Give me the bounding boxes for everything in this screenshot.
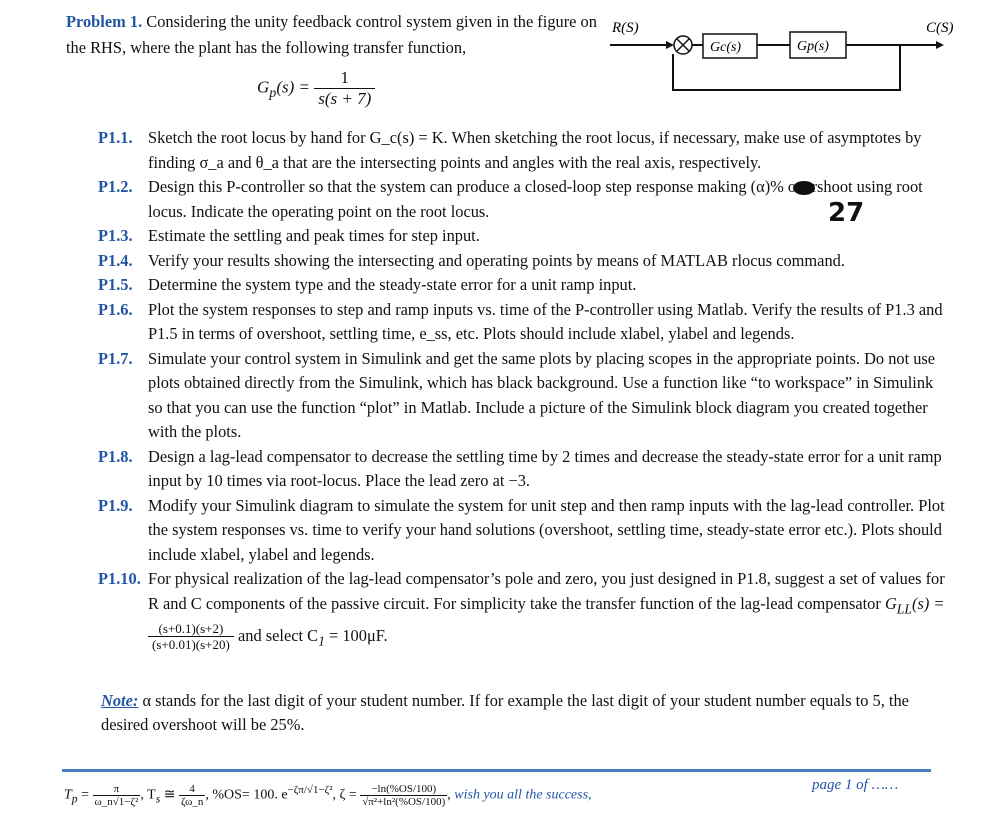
input-label: R(S) (612, 20, 639, 36)
footer-divider (62, 769, 931, 772)
task-item: P1.4. Verify your results showing the intersecting and operating points by means of MATLAB rlocus command. (98, 250, 845, 270)
wish-text: wish you all the success, (454, 787, 592, 803)
plant-label: Gp(s) (797, 39, 829, 54)
task-item: P1.9. Modify your Simulink diagram to simulate the system for unit step and then ramp inputs with the lag-lead controller. Plot the system responses vs. time to verify your hand solutions (overshoot, settling time, steady-state error etc.). Plots should include xlabel, ylabel and legends. (98, 495, 945, 564)
problem-intro (66, 9, 606, 61)
task-item: P1.5. Determine the system type and the steady-state error for a unit ramp input. (98, 275, 637, 294)
task-item: P1.6. Plot the system responses to step and ramp inputs vs. time of the P-controller using Matlab. Verify the results of P1.3 and P1.5 in terms of overshoot, settling time, e_ss, etc. Plots should include xlabel, ylabel and legends. (98, 299, 943, 343)
task-item: P1.1. Sketch the root locus by hand for G_c(s) = K. When sketching the root locus, if necessary, make use of asymptotes by finding σ_a and θ_a that are the intersecting points and angles with the real axis, respectively. (98, 128, 922, 172)
task-item: P1.8. Design a lag-lead compensator to decrease the settling time by 2 times and decrease the steady-state error for a unit ramp input by 10 times via root-locus. Place the lead zero at −3. (98, 446, 942, 490)
problem-intro-text: Considering the unity feedback control system given in the figure on the RHS, where the plant has the following transfer function, (66, 12, 597, 57)
note-label: Note: (101, 691, 139, 710)
task-item: P1.10. For physical realization of the lag-lead compensator’s pole and zero, you just designed in P1.8, suggest a set of values for R and C components of the passive circuit. For simplicity take the transfer function of the lag-lead compensator $G_{LL}(s)$ = $\frac{(s+0.1)(s+2)}{(s+0.01)(s+20)}$ and select $C_1 = 100\mu F$. (98, 569, 945, 653)
note-text: α stands for the last digit of your student number. If for example the last digit of your student number equals to 5, the desired overshoot will be 25%. (101, 691, 909, 734)
plant-transfer-function: $G_p(s)$ = $\frac{1}{s(s + 7)}$ (257, 68, 375, 109)
task-item: P1.2. Design this P-controller so that the system can produce a closed-loop step response making (α)% overshoot using root locus. Indicate the operating point on the root locus. (98, 177, 923, 221)
problem-label: Problem 1. (66, 12, 143, 31)
controller-label: Gc(s) (710, 40, 742, 55)
task-list (98, 126, 948, 653)
note (101, 689, 921, 737)
lag-lead-equation: $G_{LL}(s)$ = $\frac{(s+0.1)(s+2)}{(s+0.01)(s+20)}$ and select $C_1 = 100\mu F$. (148, 594, 944, 645)
task-item: P1.7. Simulate your control system in Simulink and get the same plots by placing scopes in the appropriate points. Do not use plots obtained directly from the Simulink, which has black background. Use a function like “to workspace” in Simulink so that you can use the function “plot” in Matlab. Include a picture of the Simulink block diagram you created together with the plots. (98, 348, 936, 441)
footer-formulas: $T_p$ = $\frac{\pi}{\text{ω\_n√1−ζ²}}$ , $T_s$ ≅ $\frac{4}{\zeta\omega\_n}$ , %OS= 100. $e^{-\zeta\pi/√1-\zeta^2}$, ζ = $\frac{-\ln(\%OS/100)}{\text{√π²+ln²(\%OS/100)}}$ , wish you all the success, (64, 782, 592, 808)
output-label: C(S) (926, 20, 954, 36)
task-item: P1.3. Estimate the settling and peak times for step input. (98, 226, 480, 245)
plant-fraction: $\frac{1}{s(s + 7)}$ (314, 68, 375, 109)
block-diagram (600, 10, 954, 100)
page-number: page 1 of …… (812, 777, 899, 793)
handwritten-number: 27 (828, 198, 865, 228)
